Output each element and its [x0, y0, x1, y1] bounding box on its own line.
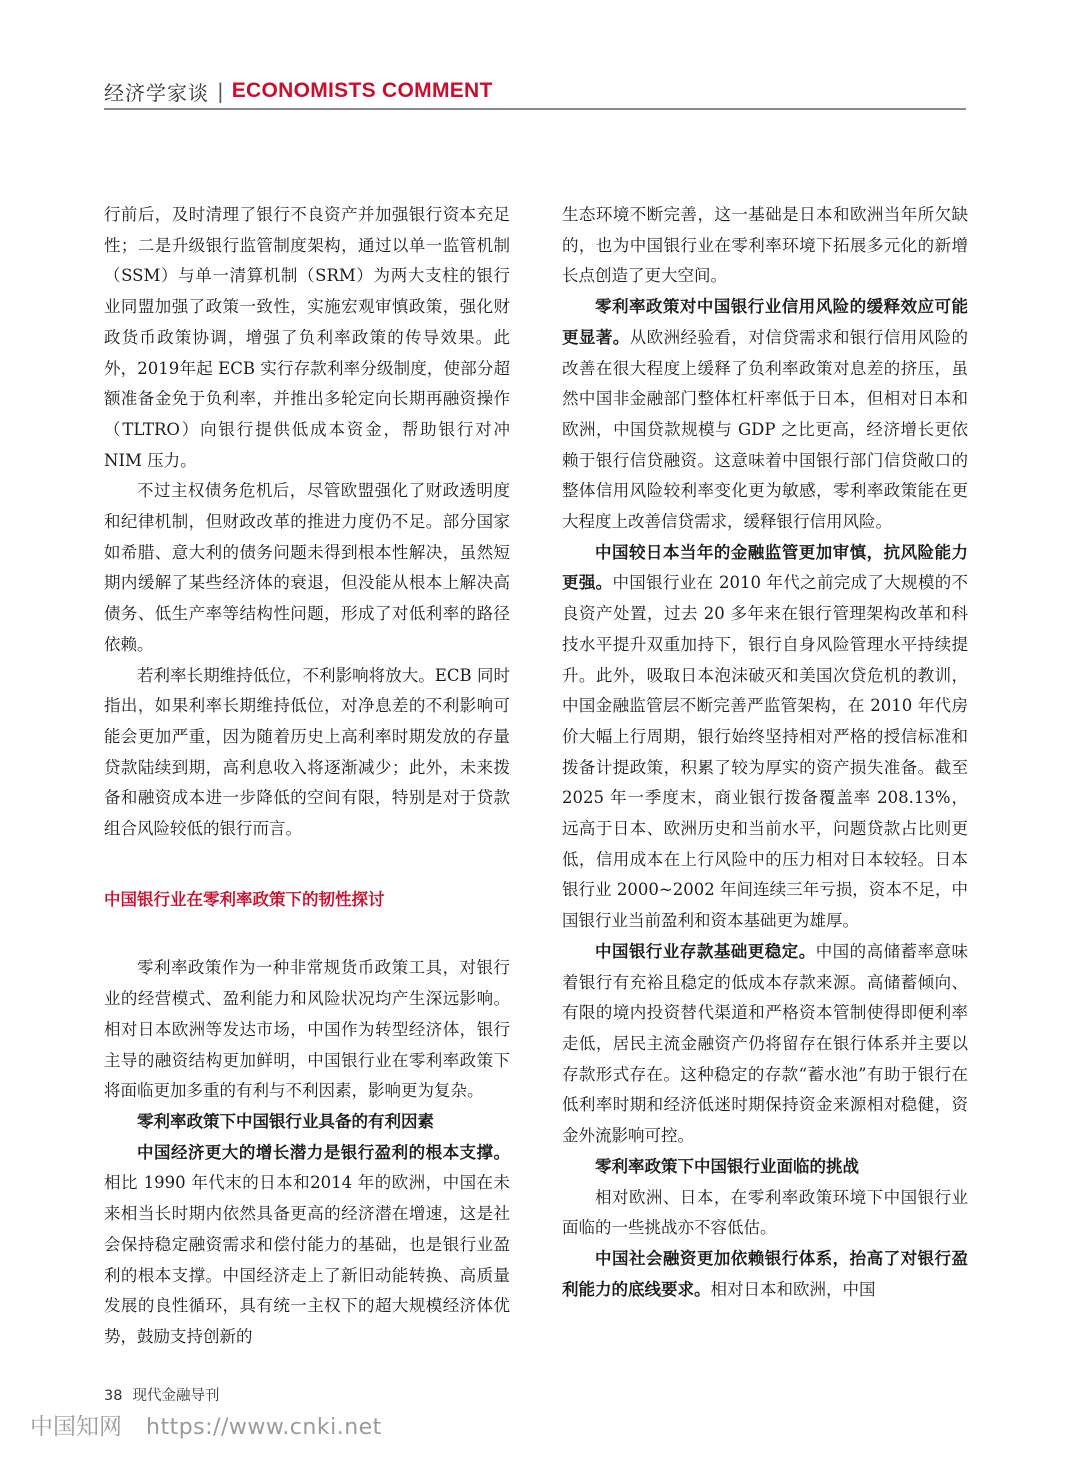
watermark-name: 中国知网 — [30, 1414, 122, 1440]
header-rule — [104, 108, 966, 110]
subheading-favorable-factors: 零利率政策下中国银行业具备的有利因素 — [137, 1111, 434, 1131]
right-paragraph-1: 生态环境不断完善，这一基础是日本和欧洲当年所欠缺的，也为中国银行业在零利率环境下拓展多元化的新增长点创造了更大空间。 — [562, 205, 968, 286]
left-column — [104, 200, 510, 1353]
section-title: 中国银行业在零利率政策下的韧性探讨 — [104, 889, 385, 909]
watermark-url: https://www.cnki.net — [146, 1415, 382, 1440]
right-paragraph-3-lead: 中国较日本当年的金融监管更加审慎，抗风险能力更强。 — [562, 542, 968, 593]
left-paragraph-4: 零利率政策作为一种非常规货币政策工具，对银行业的经营模式、盈利能力和风险状况均产生深远影响。相对日本欧洲等发达市场，中国作为转型经济体，银行主导的融资结构更加鲜明，中国银行业在零利率政策下将面临更加多重的有利与不利因素，影响更为复杂。 — [104, 958, 510, 1101]
right-paragraph-6-body: 相对日本和欧洲，中国 — [710, 1279, 876, 1299]
left-paragraph-5-body: 相比 1990 年代末的日本和2014 年的欧洲，中国在未来相当长时期内依然具备更高的经济潜在增速，这是社会保持稳定融资需求和偿付能力的基础，也是银行业盈利的根本支撑。中国经济走上了新旧动能转换、高质量发展的良性循环，具有统一主权下的超大规模经济体优势，鼓励支持创新的 — [104, 1173, 510, 1346]
subheading-challenges: 零利率政策下中国银行业面临的挑战 — [595, 1156, 859, 1176]
page-footer — [104, 1384, 219, 1405]
header-title-cn: 经济学家谈 — [104, 80, 209, 105]
header-separator: | — [217, 79, 224, 103]
right-paragraph-4 — [562, 937, 968, 1152]
right-paragraph-5: 相对欧洲、日本，在零利率政策环境下中国银行业面临的一些挑战亦不容低估。 — [562, 1187, 968, 1238]
page-header — [104, 76, 493, 106]
right-column — [562, 200, 968, 1305]
right-paragraph-6-lead: 中国社会融资更加依赖银行体系，抬高了对银行盈利能力的底线要求。 — [562, 1248, 968, 1299]
journal-name: 现代金融导刊 — [132, 1388, 220, 1404]
left-paragraph-1: 行前后，及时清理了银行不良资产并加强银行资本充足性；二是升级银行监管制度架构，通过以单一监管机制（SSM）与单一清算机制（SRM）为两大支柱的银行业同盟加强了政策一致性，实施宏观审慎政策，强化财政货币政策协调，增强了负利率政策的传导效果。此外，2019年起 ECB 实行存款利率分级制度，使部分超额准备金免于负利率，并推出多轮定向长期再融资操作（TLTRO）向银行提供低成本资金，帮助银行对冲 NIM 压力。 — [104, 205, 510, 470]
page-number: 38 — [104, 1388, 123, 1404]
left-paragraph-3: 若利率长期维持低位，不利影响将放大。ECB 同时指出，如果利率长期维持低位，对净息差的不利影响可能会更加严重，因为随着历史上高利率时期发放的存量贷款陆续到期，高利息收入将逐渐减少；此外，未来拨备和融资成本进一步降低的空间有限，特别是对于贷款组合风险较低的银行而言。 — [104, 665, 510, 839]
right-paragraph-6 — [562, 1244, 968, 1305]
right-paragraph-3 — [562, 538, 968, 937]
left-paragraph-5 — [104, 1138, 510, 1353]
right-paragraph-3-body: 中国银行业在 2010 年代之前完成了大规模的不良资产处置，过去 20 多年来在银行管理架构改革和科技水平提升双重加持下，银行自身风险管理水平持续提升。此外，吸取日本泡沫破灭和美国次贷危机的教训，中国金融监管层不断完善严监管架构，在 2010 年代房价大幅上行周期，银行始终坚持相对严格的授信标准和拨备计提政策，积累了较为厚实的资产损失准备。截至 2025 年一季度末，商业银行拨备覆盖率 208.13%，远高于日本、欧洲历史和当前水平，问题贷款占比则更低，信用成本在上行风险中的压力相对日本较轻。日本银行业 2000~2002 年间连续三年亏损，资本不足，中国银行业当前盈利和资本基础更为雄厚。 — [562, 573, 969, 931]
left-paragraph-2: 不过主权债务危机后，尽管欧盟强化了财政透明度和纪律机制，但财政改革的推进力度仍不足。部分国家如希腊、意大利的债务问题未得到根本性解决，虽然短期内缓解了某些经济体的衰退，但没能从根本上解决高债务、低生产率等结构性问题，形成了对低利率的路径依赖。 — [104, 481, 510, 654]
right-paragraph-2-body: 从欧洲经验看，对信贷需求和银行信用风险的改善在很大程度上缓释了负利率政策对息差的挤压，虽然中国非金融部门整体杠杆率低于日本，但相对日本和欧洲，中国贷款规模与 GDP 之比更高，经济增长更依赖于银行信贷融资。这意味着中国银行部门信贷敞口的整体信用风险较利率变化更为敏感，零利率政策能在更大程度上改善信贷需求，缓释银行信用风险。 — [562, 327, 969, 532]
header-title-en: ECONOMISTS COMMENT — [231, 79, 493, 102]
cnki-watermark — [30, 1408, 382, 1441]
left-paragraph-5-lead: 中国经济更大的增长潜力是银行盈利的根本支撑。 — [137, 1142, 510, 1162]
right-paragraph-4-lead: 中国银行业存款基础更稳定。 — [595, 941, 816, 961]
right-paragraph-2 — [562, 292, 968, 538]
right-paragraph-4-body: 中国的高储蓄率意味着银行有充裕且稳定的低成本存款来源。高储蓄倾向、有限的境内投资替代渠道和严格资本管制使得即便利率走低，居民主流金融资产仍将留存在银行体系并主要以存款形式存在。这种稳定的存款“蓄水池”有助于银行在低利率时期和经济低迷时期保持资金来源相对稳健，资金外流影响可控。 — [562, 941, 969, 1146]
right-paragraph-2-lead: 零利率政策对中国银行业信用风险的缓释效应可能更显著。 — [562, 297, 968, 347]
